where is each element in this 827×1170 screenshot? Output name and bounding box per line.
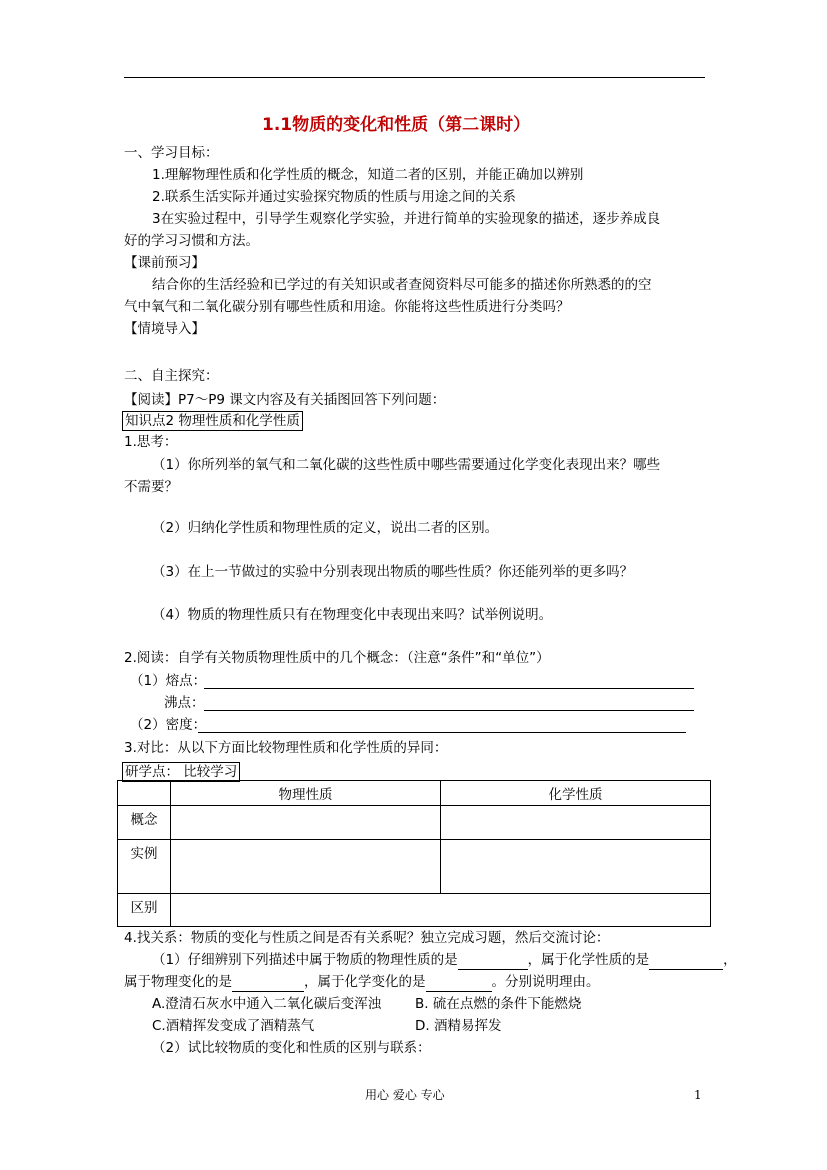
objective-3-cont: 好的学习习惯和方法。 — [124, 233, 259, 249]
compare-heading: 3.对比：从以下方面比较物理性质和化学性质的异同： — [124, 740, 448, 756]
table-row — [118, 840, 711, 894]
relation-q1-line-1 — [152, 950, 737, 970]
cell-difference[interactable] — [171, 894, 711, 927]
table-row — [118, 894, 711, 927]
physical-change-blank[interactable] — [232, 977, 304, 992]
chemical-property-blank[interactable] — [649, 955, 723, 970]
objective-2: 2.联系生活实际并通过实验探究物质的性质与用途之间的关系 — [152, 189, 516, 205]
cell-physical-example[interactable] — [171, 840, 441, 894]
preview-heading: 【课前预习】 — [124, 255, 205, 271]
knowledge-point-box: 知识点2 物理性质和化学性质 — [122, 411, 303, 431]
page-number: 1 — [694, 1088, 702, 1102]
option-a: A.澄清石灰水中通入二氧化碳后变浑浊 — [152, 996, 382, 1012]
option-b: B. 硫在点燃的条件下能燃烧 — [415, 996, 582, 1012]
boiling-point-blank[interactable] — [204, 710, 694, 711]
question-2: （2）归纳化学性质和物理性质的定义，说出二者的区别。 — [152, 520, 499, 536]
relation-q1-text-e: ，属于化学变化的是 — [304, 974, 426, 990]
table-header-chemical: 化学性质 — [441, 781, 711, 806]
relation-q1-text-c: ， — [723, 952, 737, 968]
think-heading: 1.思考： — [124, 434, 178, 450]
cell-physical-concept[interactable] — [171, 806, 441, 840]
scene-heading: 【情境导入】 — [124, 321, 205, 337]
relation-q1-line-2 — [124, 972, 600, 992]
section-2-heading: 二、自主探究： — [124, 368, 219, 384]
relation-q1-text-f: 。分别说明理由。 — [491, 974, 600, 990]
header-rule — [124, 77, 705, 78]
preview-text-2: 气中氧气和二氧化碳分别有哪些性质和用途。你能将这些性质进行分类吗？ — [124, 299, 570, 315]
chemical-change-blank[interactable] — [426, 977, 492, 992]
cell-chemical-example[interactable] — [441, 840, 711, 894]
relation-q1-text-b: ，属于化学性质的是 — [527, 952, 650, 968]
page-title: 1.1物质的变化和性质（第二课时） — [262, 115, 531, 135]
option-c: C.酒精挥发变成了酒精蒸气 — [152, 1018, 315, 1034]
table-header-physical: 物理性质 — [171, 781, 441, 806]
row-label-concept: 概念 — [118, 806, 171, 840]
reading-2: 2.阅读：自学有关物质物理性质中的几个概念：（注意“条件”和“单位”） — [124, 650, 550, 666]
density-blank[interactable] — [198, 732, 686, 733]
page-footer: 用心 爱心 专心 — [365, 1088, 445, 1102]
question-1-line-1: （1）你所列举的氧气和二氧化碳的这些性质中哪些需要通过化学变化表现出来？哪些 — [152, 457, 661, 473]
objective-1: 1.理解物理性质和化学性质的概念，知道二者的区别，并能正确加以辨别 — [152, 167, 584, 183]
density-label: （2）密度： — [130, 717, 207, 733]
relation-q1-text-a: （1）仔细辨别下列描述中属于物质的物理性质的是 — [152, 952, 458, 968]
table-row — [118, 806, 711, 840]
relation-heading: 4.找关系：物质的变化与性质之间是否有关系呢？独立完成习题，然后交流讨论： — [124, 930, 610, 946]
reading-instruction: 【阅读】P7～P9 课文内容及有关插图回答下列问题： — [124, 392, 446, 408]
study-point-box: 研学点： 比较学习 — [122, 762, 240, 782]
objective-3: 3在实验过程中，引导学生观察化学实验，并进行简单的实验现象的描述，逐步养成良 — [152, 211, 661, 227]
row-label-difference: 区别 — [118, 894, 171, 927]
relation-q1-text-d: 属于物理变化的是 — [124, 974, 232, 990]
question-3: （3）在上一节做过的实验中分别表现出物质的哪些性质？你还能列举的更多吗？ — [152, 564, 634, 580]
physical-property-blank[interactable] — [458, 955, 528, 970]
section-1-heading: 一、学习目标： — [124, 145, 219, 161]
relation-q2: （2）试比较物质的变化和性质的区别与联系： — [152, 1040, 431, 1056]
boiling-point-label: 沸点： — [164, 695, 205, 711]
melting-point-label: （1）熔点： — [130, 673, 207, 689]
row-label-example: 实例 — [118, 840, 171, 894]
cell-chemical-concept[interactable] — [441, 806, 711, 840]
question-1-line-2: 不需要？ — [124, 479, 178, 495]
option-d: D. 酒精易挥发 — [415, 1018, 502, 1034]
comparison-table — [117, 780, 711, 927]
melting-point-blank[interactable] — [204, 688, 694, 689]
table-header-empty — [118, 781, 171, 806]
table-header-row — [118, 781, 711, 806]
question-4: （4）物质的物理性质只有在物理变化中表现出来吗？试举例说明。 — [152, 607, 553, 623]
preview-text-1: 结合你的生活经验和已学过的有关知识或者查阅资料尽可能多的描述你所熟悉的的空 — [152, 277, 652, 293]
